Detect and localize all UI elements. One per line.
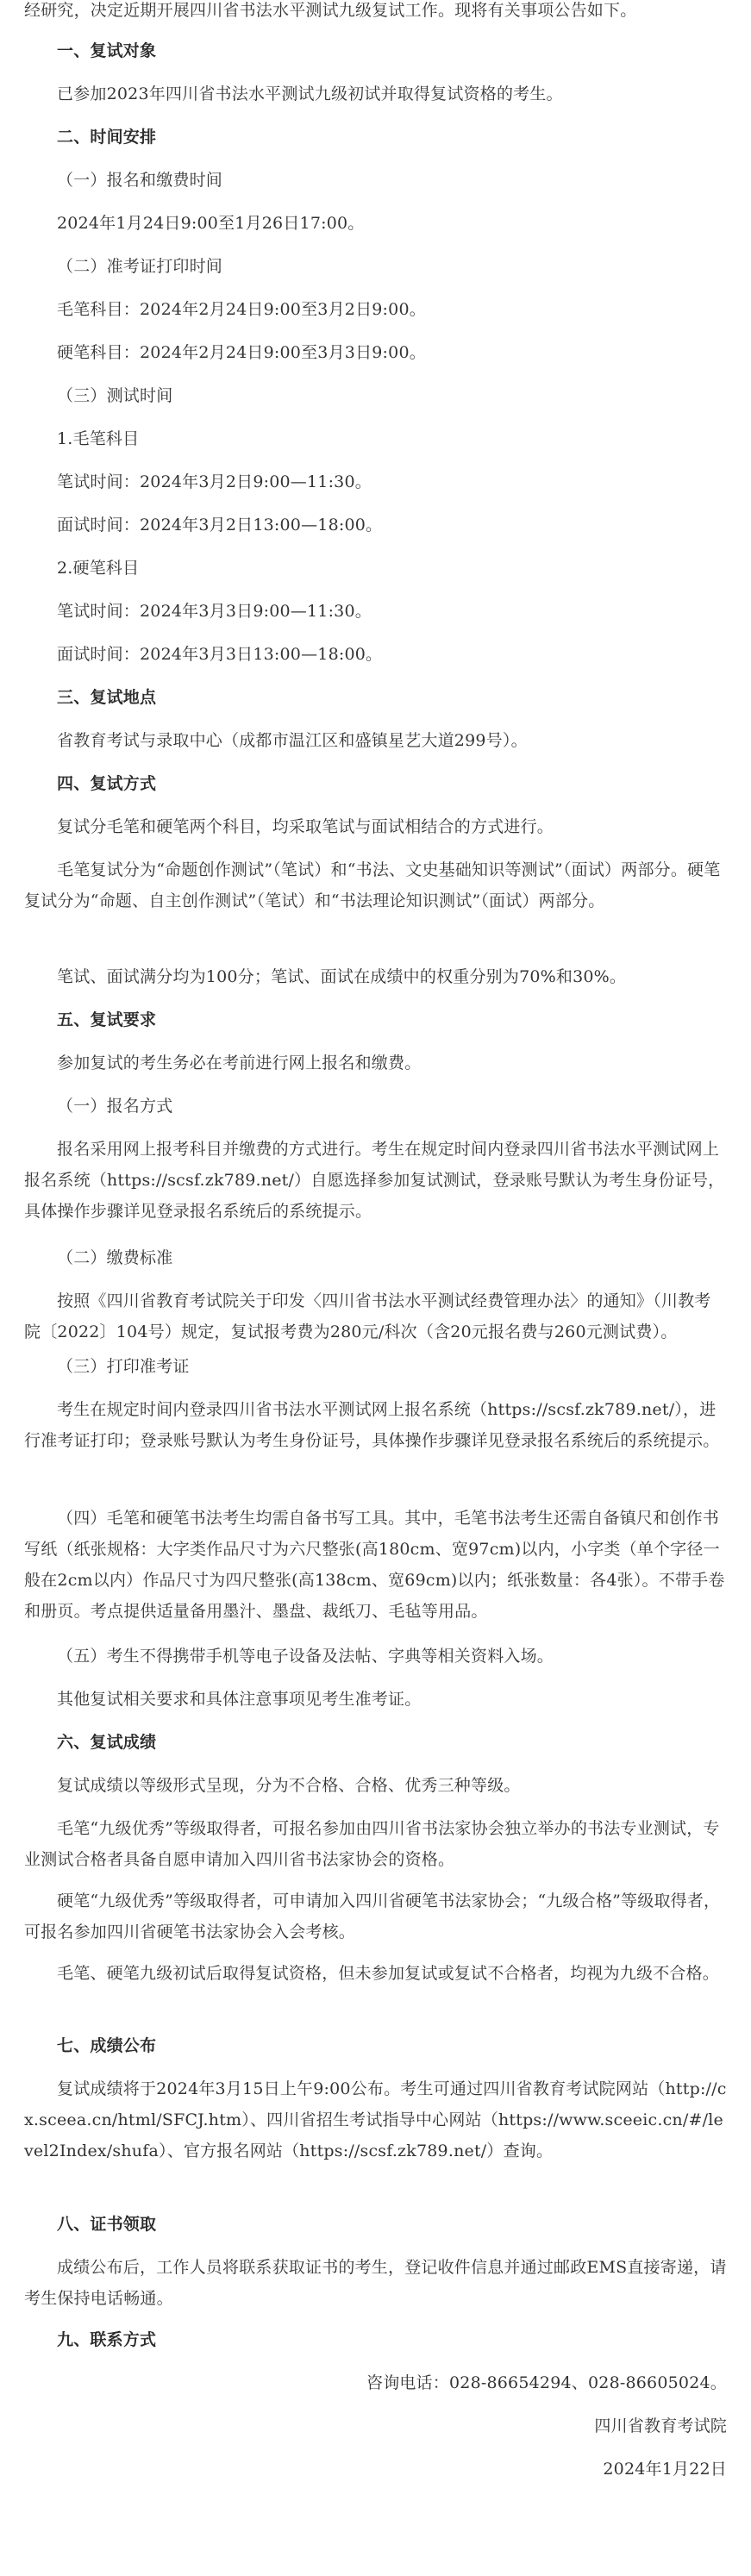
paragraph: 硬笔科目：2024年2月24日9:00至3月3日9:00。 <box>57 343 426 362</box>
paragraph: （一）报名和缴费时间 <box>57 171 223 190</box>
paragraph: （三）打印准考证 <box>57 1357 190 1376</box>
paragraph: 其他复试相关要求和具体注意事项见考生准考证。 <box>57 1690 422 1709</box>
section-heading: 一、复试对象 <box>57 41 157 60</box>
paragraph: 复试成绩将于2024年3月15日上午9:00公布。考生可通过四川省教育考试院网站（http://cx.sceea.cn/html/SFCJ.htm）、四川省招生考试指导中心网站（https://www.sceeic.cn/#/level2Index/shufa）、官方报名网站（https://scsf.zk789.net/）查询。 <box>24 2079 727 2160</box>
paragraph: 笔试时间：2024年3月3日9:00—11:30。 <box>57 602 372 621</box>
section-heading: 九、联系方式 <box>57 2330 157 2349</box>
section-heading: 八、证书领取 <box>57 2215 157 2234</box>
paragraph: 笔试时间：2024年3月2日9:00—11:30。 <box>57 472 372 491</box>
paragraph: （五）考生不得携带手机等电子设备及法帖、字典等相关资料入场。 <box>57 1647 554 1666</box>
paragraph: 省教育考试与录取中心（成都市温江区和盛镇星艺大道299号）。 <box>57 731 528 750</box>
paragraph: （二）缴费标准 <box>57 1248 173 1267</box>
paragraph: 已参加2023年四川省书法水平测试九级初试并取得复试资格的考生。 <box>57 84 563 103</box>
section-heading: 五、复试要求 <box>57 1010 157 1029</box>
paragraph: 2.硬笔科目 <box>57 559 140 578</box>
paragraph: 毛笔复试分为“命题创作测试”（笔试）和“书法、文史基础知识等测试”（面试）两部分。硬笔复试分为“命题、自主创作测试”（笔试）和“书法理论知识测试”（面试）两部分。 <box>24 860 721 910</box>
section-heading: 六、复试成绩 <box>57 1733 157 1752</box>
paragraph: 按照《四川省教育考试院关于印发〈四川省书法水平测试经费管理办法〉的通知》（川教考院〔2022〕104号）规定，复试报考费为280元/科次（含20元报名费与260元测试费）。 <box>24 1291 711 1341</box>
section-heading: 三、复试地点 <box>57 688 157 707</box>
paragraph: 2024年1月24日9:00至1月26日17:00。 <box>57 214 365 233</box>
paragraph: 成绩公布后，工作人员将联系获取证书的考生，登记收件信息并通过邮政EMS直接寄递，请考生保持电话畅通。 <box>24 2258 727 2308</box>
paragraph: 硬笔“九级优秀”等级取得者，可申请加入四川省硬笔书法家协会；“九级合格”等级取得者，可报名参加四川省硬笔书法家协会入会考核。 <box>24 1891 721 1941</box>
paragraph: 1.毛笔科目 <box>57 429 140 448</box>
paragraph: （四）毛笔和硬笔书法考生均需自备书写工具。其中，毛笔书法考生还需自备镇尺和创作书写纸（纸张规格：大字类作品尺寸为六尺整张(高180cm、宽97cm)以内，小字类（单个字径一般在2cm以内）作品尺寸为四尺整张(高138cm、宽69cm)以内；纸张数量：各4张）。不带手卷和册页。考点提供适量备用墨汁、墨盘、裁纸刀、毛毡等用品。 <box>24 1509 725 1621</box>
paragraph: 复试成绩以等级形式呈现，分为不合格、合格、优秀三种等级。 <box>57 1776 521 1795</box>
paragraph: 笔试、面试满分均为100分；笔试、面试在成绩中的权重分别为70%和30%。 <box>57 967 627 986</box>
paragraph: （一）报名方式 <box>57 1097 173 1116</box>
paragraph: 面试时间：2024年3月2日13:00—18:00。 <box>57 516 383 535</box>
paragraph: 咨询电话：028-86654294、028-86605024。 <box>366 2373 727 2392</box>
paragraph: 毛笔科目：2024年2月24日9:00至3月2日9:00。 <box>57 300 426 319</box>
paragraph: 经研究，决定近期开展四川省书法水平测试九级复试工作。现将有关事项公告如下。 <box>24 1 637 20</box>
paragraph: 毛笔、硬笔九级初试后取得复试资格，但未参加复试或复试不合格者，均视为九级不合格。 <box>57 1964 720 1983</box>
paragraph: 报名采用网上报考科目并缴费的方式进行。考生在规定时间内登录四川省书法水平测试网上报名系统（https://scsf.zk789.net/）自愿选择参加复试测试，登录账号默认为考生身份证号，具体操作步骤详见登录报名系统后的系统提示。 <box>24 1140 725 1221</box>
paragraph: 2024年1月22日 <box>603 2460 727 2479</box>
paragraph: 四川省教育考试院 <box>594 2417 727 2435</box>
paragraph: 参加复试的考生务必在考前进行网上报名和缴费。 <box>57 1054 422 1072</box>
paragraph: 复试分毛笔和硬笔两个科目，均采取笔试与面试相结合的方式进行。 <box>57 817 554 836</box>
section-heading: 七、成绩公布 <box>57 2036 157 2055</box>
paragraph: （二）准考证打印时间 <box>57 257 223 276</box>
section-heading: 二、时间安排 <box>57 128 157 147</box>
paragraph: 考生在规定时间内登录四川省书法水平测试网上报名系统（https://scsf.zk789.net/），进行准考证打印；登录账号默认为考生身份证号，具体操作步骤详见登录报名系统后的系统提示。 <box>24 1400 720 1450</box>
paragraph: （三）测试时间 <box>57 386 173 405</box>
paragraph: 毛笔“九级优秀”等级取得者，可报名参加由四川省书法家协会独立举办的书法专业测试，专业测试合格者具备自愿申请加入四川省书法家协会的资格。 <box>24 1819 720 1869</box>
section-heading: 四、复试方式 <box>57 774 157 793</box>
paragraph: 面试时间：2024年3月3日13:00—18:00。 <box>57 645 383 664</box>
